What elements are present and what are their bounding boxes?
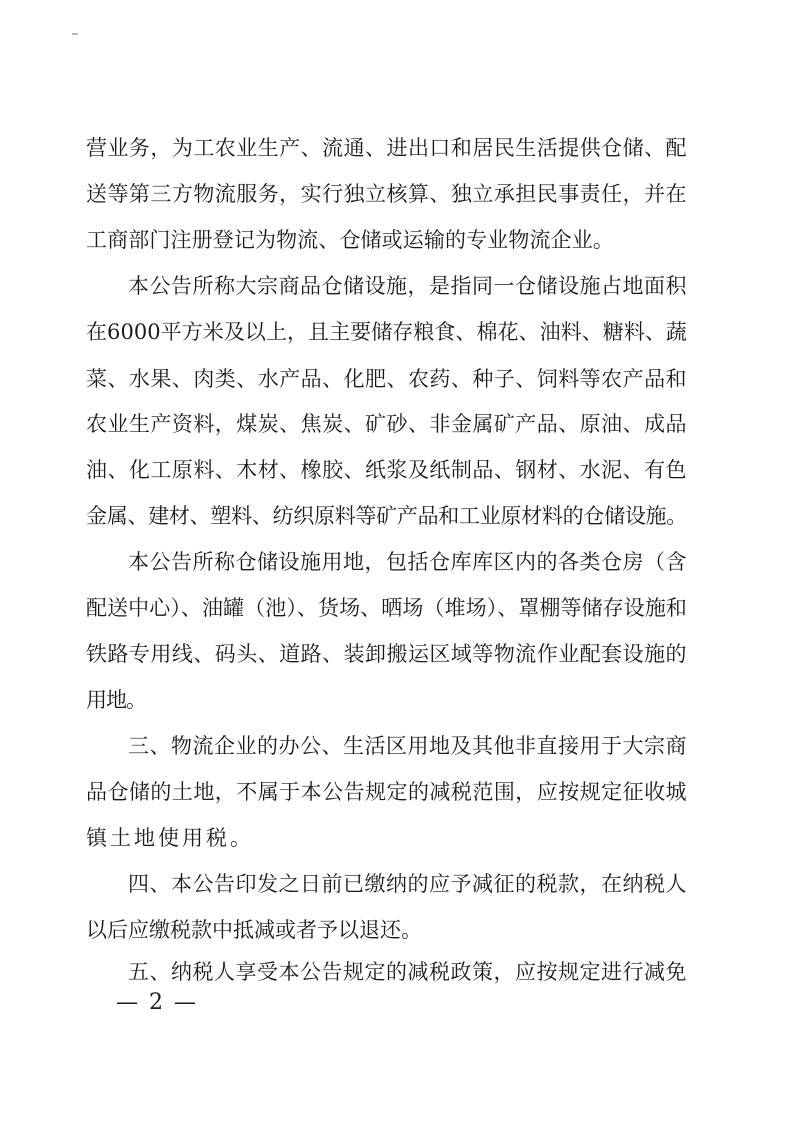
- paragraph-first-line: [0, 266, 793, 306]
- text-line: [0, 312, 793, 352]
- scan-mark: [72, 33, 78, 35]
- paragraph-first-line: [0, 542, 793, 582]
- text-line-content: 四、本公告印发之日前已缴纳的应予减征的税款，在纳税人: [128, 872, 687, 896]
- text-line: [0, 450, 793, 490]
- text-line: [0, 496, 793, 536]
- text-line: [0, 359, 793, 399]
- text-line-content: 营业务，为工农业生产、流通、进出口和居民生活提供仓储、配: [86, 136, 687, 160]
- text-line: [0, 910, 793, 950]
- text-line-content: 镇土地使用税。: [86, 826, 254, 850]
- text-line-content: 本公告所称大宗商品仓储设施，是指同一仓储设施占地面积: [128, 274, 687, 298]
- text-line-content: 菜、水果、肉类、水产品、化肥、农药、种子、饲料等农产品和: [86, 367, 687, 391]
- text-line-content: 送等第三方物流服务，实行独立核算、独立承担民事责任，并在: [86, 182, 687, 206]
- page-number: — 2 —: [116, 990, 198, 1015]
- text-line: [0, 634, 793, 674]
- text-line: [0, 818, 793, 858]
- text-line-content: 工商部门注册登记为物流、仓储或运输的专业物流企业。: [86, 228, 614, 252]
- text-line: [0, 404, 793, 444]
- text-line-content: 农业生产资料，煤炭、焦炭、矿砂、非金属矿产品、原油、成品: [86, 412, 687, 436]
- text-line-content: 三、物流企业的办公、生活区用地及其他非直接用于大宗商: [128, 734, 687, 758]
- text-line: [0, 588, 793, 628]
- text-line-content: 铁路专用线、码头、道路、装卸搬运区域等物流作业配套设施的: [86, 642, 687, 666]
- text-line-content: 品仓储的土地，不属于本公告规定的减税范围，应按规定征收城: [86, 780, 687, 804]
- text-line-content: 以后应缴税款中抵减或者予以退还。: [86, 918, 422, 942]
- text-line-content: 本公告所称仓储设施用地，包括仓库库区内的各类仓房（含: [128, 550, 687, 574]
- text-line-content: 在6000平方米及以上，且主要储存粮食、棉花、油料、糖料、蔬: [86, 320, 687, 344]
- paragraph-first-line: [0, 726, 793, 766]
- text-line-content: 用地。: [86, 688, 146, 712]
- text-line: [0, 220, 793, 260]
- text-line: [0, 128, 793, 168]
- text-line-content: 油、化工原料、木材、橡胶、纸浆及纸制品、钢材、水泥、有色: [86, 458, 687, 482]
- text-line: [0, 772, 793, 812]
- text-line-content: 金属、建材、塑料、纺织原料等矿产品和工业原材料的仓储设施。: [86, 504, 687, 528]
- paragraph-first-line: [0, 864, 793, 904]
- text-line: [0, 174, 793, 214]
- text-line: [0, 680, 793, 720]
- text-line-content: 配送中心）、油罐（池）、货场、晒场（堆场）、罩棚等储存设施和: [86, 596, 687, 620]
- text-line-content: 五、纳税人享受本公告规定的减税政策，应按规定进行减免: [128, 960, 687, 984]
